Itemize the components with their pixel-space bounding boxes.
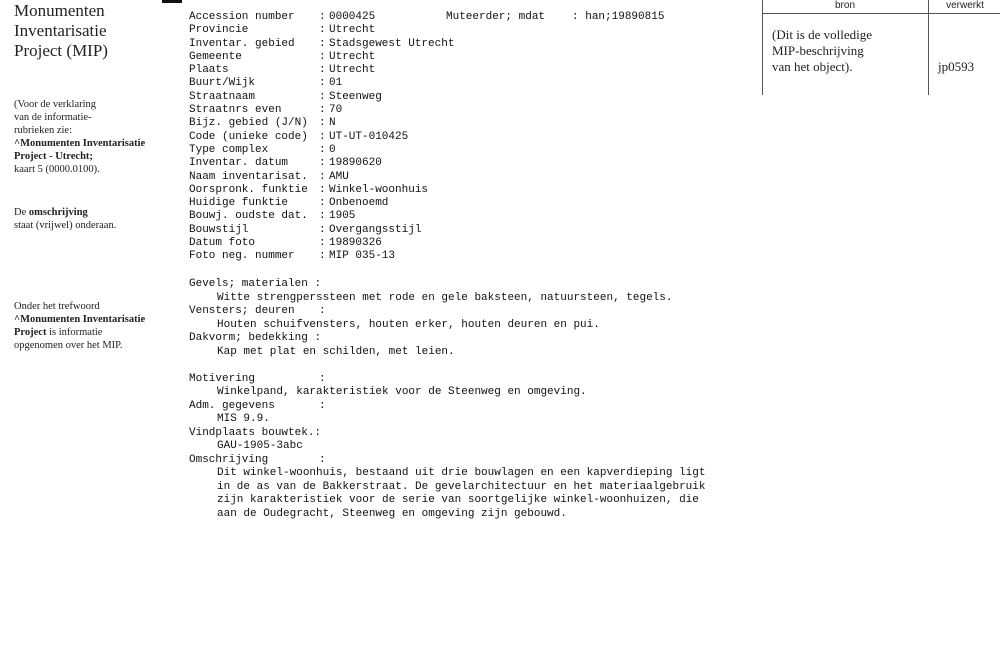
note-reference-link[interactable]: Project - Utrecht; (14, 151, 93, 162)
field-label: Bouwstijl (189, 223, 249, 236)
description-line: in de as van de Bakkerstraat. De gevelarchitectuur en het materiaalgebruik (217, 480, 706, 493)
section-motivering (189, 373, 705, 387)
field-separator: : (319, 183, 326, 196)
field-value: Utrecht (329, 24, 376, 37)
field-separator: : (319, 157, 326, 170)
note-line: staat (vrijwel) onderaan. (14, 220, 117, 231)
field-separator: : (319, 130, 326, 143)
section-label: Vindplaats bouwtek.: (189, 426, 322, 439)
field-label: Foto neg. nummer (189, 250, 295, 263)
sidebar (0, 0, 175, 649)
field-label: Accession number (189, 11, 295, 23)
field-separator: : (314, 332, 322, 344)
section-vindplaats (189, 427, 705, 441)
bron-line: (Dit is de volledige (772, 27, 873, 42)
field-value: Utrecht (329, 50, 376, 63)
field-value: Stadsgewest Utrecht (329, 37, 455, 50)
field-value: 0000425 (329, 11, 376, 23)
section-text: GAU-1905-3abc (217, 440, 303, 452)
record-field-row (189, 51, 454, 64)
title-line: Project (MIP) (14, 41, 108, 60)
field-separator: : (319, 305, 326, 317)
note-line: van de informatie- (14, 112, 92, 123)
field-separator: : (319, 11, 326, 23)
record-field-row (189, 237, 454, 250)
section-label: Dakvorm; bedekking (189, 332, 308, 344)
record-sections (189, 278, 705, 521)
note-reference-link[interactable]: Project (14, 327, 47, 338)
field-separator: : (319, 372, 326, 385)
section-vensters (189, 305, 705, 319)
record-field-row (189, 64, 454, 77)
field-separator: : (319, 50, 326, 63)
field-label: Type complex (189, 143, 269, 156)
note-line: rubrieken zie: (14, 125, 73, 136)
field-value: 19890326 (329, 237, 382, 250)
field-value: AMU (329, 170, 349, 183)
field-label: Plaats (189, 64, 229, 77)
field-separator: : (319, 210, 326, 223)
field-separator: : (319, 64, 326, 77)
field-value: Winkel-woonhuis (329, 183, 429, 196)
field-separator: : (319, 24, 326, 37)
note-reference-link[interactable]: ^Monumenten Inventarisatie (14, 138, 146, 149)
field-value: 70 (329, 104, 343, 117)
field-separator: : (319, 77, 326, 90)
bron-line: MIP-beschrijving (772, 43, 864, 58)
record-field-row (189, 210, 454, 223)
bron-description (772, 27, 922, 75)
record-field-row (189, 117, 454, 130)
note-text: De (14, 207, 29, 218)
field-label: Bijz. gebied (J/N) (189, 117, 308, 130)
record-field-row (189, 197, 454, 210)
field-value: N (329, 117, 336, 130)
title-line: Inventarisatie (14, 21, 107, 40)
section-omschrijving (189, 454, 705, 468)
field-separator: : (319, 104, 326, 117)
note-reference-link[interactable]: ^Monumenten Inventarisatie (14, 314, 146, 325)
field-label: Code (unieke code) (189, 130, 308, 143)
field-separator: : (319, 37, 326, 50)
section-label: Motivering (189, 372, 256, 385)
note-text: is informatie (46, 327, 103, 338)
field-separator: : (319, 223, 326, 236)
record-field-row (189, 91, 454, 104)
record-field-row (189, 184, 454, 197)
section-dakvorm (189, 332, 705, 346)
field-value: MIP 035-13 (329, 250, 396, 263)
table-column-divider (928, 0, 929, 95)
title-line: Monumenten (14, 1, 105, 20)
note-trefwoord (14, 300, 145, 352)
section-label: Gevels; materialen (189, 278, 308, 290)
muteerder-value: han;19890815 (585, 11, 665, 23)
note-line: kaart 5 (0000.0100). (14, 164, 100, 175)
field-separator: : (319, 237, 326, 250)
section-text: MIS 9.9. (217, 413, 270, 425)
record-field-row (189, 157, 454, 170)
section-label: Vensters; deuren (189, 305, 295, 317)
field-label: Gemeente (189, 50, 242, 63)
muteerder-label: Muteerder; mdat (446, 11, 546, 23)
field-separator: : (319, 170, 326, 183)
table-left-border (762, 0, 763, 95)
record-field-row (189, 144, 454, 157)
record-field-row (189, 77, 454, 90)
section-text: Winkelpand, karakteristiek voor de Steenweg en omgeving. (217, 386, 587, 398)
field-label: Buurt/Wijk (189, 77, 256, 90)
field-value: Steenweg (329, 90, 382, 103)
bron-header: bron (834, 0, 855, 11)
record-fields (189, 11, 665, 264)
field-value: UT-UT-010425 (329, 130, 409, 143)
note-keyword: omschrijving (28, 207, 88, 218)
field-label: Naam inventarisat. (189, 170, 308, 183)
record-field-row (189, 131, 454, 144)
record-field-row (189, 11, 454, 24)
verwerkt-header: verwerkt (946, 0, 984, 11)
record-field-row (189, 38, 454, 51)
field-value: Utrecht (329, 64, 376, 77)
field-separator: : (319, 143, 326, 156)
table-header-divider (762, 13, 1000, 14)
field-label: Bouwj. oudste dat. (189, 210, 308, 223)
field-separator: : (319, 117, 326, 130)
field-label: Inventar. gebied (189, 37, 295, 50)
record-field-row (189, 171, 454, 184)
record-field-row (189, 250, 454, 263)
field-value: Onbenoemd (329, 197, 389, 210)
field-label: Provincie (189, 24, 249, 37)
section-adm (189, 400, 705, 414)
note-line: opgenomen over het MIP. (14, 340, 123, 351)
section-text: Houten schuifvensters, houten erker, houten deuren en pui. (217, 318, 600, 331)
section-label: Adm. gegevens (189, 399, 275, 412)
field-label: Straatnaam (189, 90, 256, 103)
description-line: zijn karakteristiek voor de serie van soortgelijke winkel-woonhuizen, die (217, 494, 699, 506)
record-field-row (189, 104, 454, 117)
section-text: Witte strengperssteen met rode en gele baksteen, natuursteen, tegels. (217, 291, 673, 304)
section-text: Kap met plat en schilden, met leien. (217, 345, 455, 358)
field-separator: : (319, 250, 326, 263)
field-separator: : (572, 11, 579, 23)
bron-table (762, 0, 1000, 95)
field-label: Straatnrs even (189, 104, 282, 117)
verwerkt-value: jp0593 (938, 59, 975, 74)
field-label: Huidige funktie (189, 197, 289, 210)
record-field-row (189, 24, 454, 37)
section-label: Omschrijving (189, 453, 269, 466)
field-value: 0 (329, 143, 336, 156)
section-gevels (189, 278, 705, 292)
field-label: Datum foto (189, 237, 256, 250)
note-line: (Voor de verklaring (14, 99, 97, 110)
field-label: Oorspronk. funktie (189, 183, 308, 196)
field-label: Inventar. datum (189, 157, 289, 170)
field-value: Overgangsstijl (329, 223, 422, 236)
note-omschrijving (14, 206, 116, 232)
note-verklaring (14, 98, 145, 176)
muteerder-field (446, 11, 664, 23)
sidebar-title (14, 1, 108, 61)
description-line: aan de Oudegracht, Steenweg en omgeving zijn gebouwd. (217, 507, 567, 520)
field-value: 19890620 (329, 157, 382, 170)
field-value: 1905 (329, 210, 356, 223)
field-separator: : (319, 197, 326, 210)
field-separator: : (314, 278, 322, 290)
description-line: Dit winkel-woonhuis, bestaand uit drie bouwlagen en een kapverdieping ligt (217, 467, 706, 479)
field-separator: : (319, 453, 326, 466)
field-separator: : (319, 399, 326, 412)
note-line: Onder het trefwoord (14, 301, 100, 312)
bron-line: van het object). (772, 59, 853, 74)
field-value: 01 (329, 77, 343, 90)
field-separator: : (319, 90, 326, 103)
record-field-row (189, 224, 454, 237)
